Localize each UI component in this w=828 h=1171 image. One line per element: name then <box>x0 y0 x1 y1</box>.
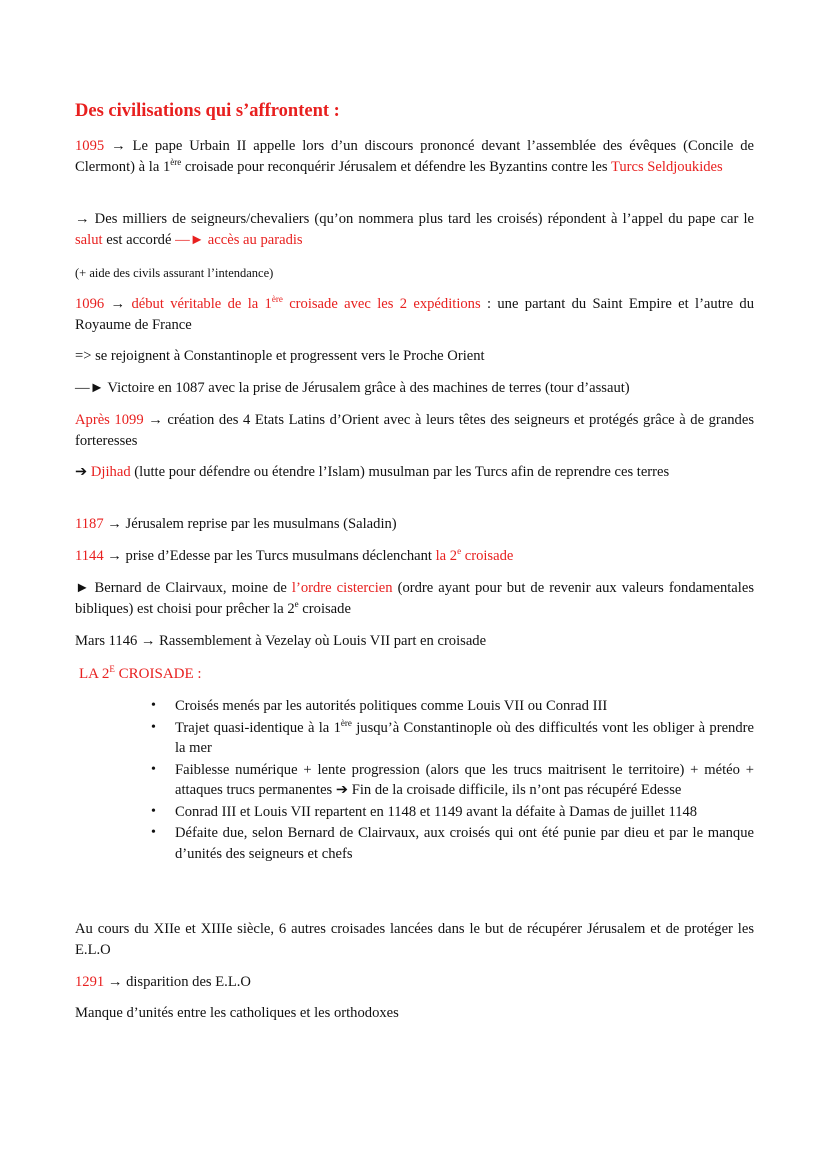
paragraph-apres-1099: Après 1099 → création des 4 Etats Latins d’Orient avec à leurs têtes des seigneurs et protégés grâce à de grandes forteresses <box>75 412 754 449</box>
list-item: • Conrad III et Louis VII repartent en 1148 et 1149 avant la défaite à Damas de juillet 1148 <box>175 802 754 823</box>
paragraph-constantinople: => se rejoignent à Constantinople et progressent vers le Proche Orient <box>75 348 485 364</box>
list-item: • Faiblesse numérique + lente progression (alors que les trucs maitrisent le territoire) + météo + attaques trucs permanentes ➔ Fin de la croisade difficile, ils n’ont pas récupéré Edesse <box>175 760 754 801</box>
section-title: Des civilisations qui s’affrontent : <box>75 101 340 121</box>
turcs-seldjoukides: Turcs Seldjoukides <box>610 158 723 175</box>
paragraph-xiie-xiiie: Au cours du XIIe et XIIIe siècle, 6 autres croisades lancées dans le but de récupérer Jérusalem et de protéger les E.L.O <box>75 921 754 958</box>
paragraph-1096: 1096 → début véritable de la 1ère croisade avec les 2 expéditions : une partant du Saint Empire et l’autre du Royaume de France <box>75 294 755 333</box>
paragraph-1095: 1095 → Le pape Urbain II appelle lors d’un discours prononcé devant l’assemblée des évêques (Concile de Clermont) à la 1ère croisade pour reconquérir Jérusalem et défendre les Byzantins contre les Turcs Seldjoukides <box>75 138 755 175</box>
paragraph-civils: (+ aide des civils assurant l’intendance) <box>75 266 274 280</box>
paragraph-mars-1146: Mars 1146 → Rassemblement à Vezelay où Louis VII part en croisade <box>75 633 487 649</box>
paragraph-djihad: ➔ Djihad (lutte pour défendre ou étendre l’Islam) musulman par les Turcs afin de reprendre ces terres <box>75 464 670 480</box>
heading-2e-croisade: LA $2^E$ CROISADE : <box>79 664 202 682</box>
list-item: • Trajet quasi-identique à la 1ère jusqu’à Constantinople où des difficultés vont les obliger à prendre la mer <box>175 718 754 759</box>
paragraph-seigneurs: → Des milliers de seigneurs/chevaliers (qu’on nommera plus tard les croisés) répondent à l’appel du pape car le salut est accordé —► accès au paradis <box>75 211 754 248</box>
date-1095: 1095 <box>75 138 105 154</box>
list-item: • Défaite due, selon Bernard de Clairvaux, aux croisés qui ont été punie par dieu et par le manque d’unités des seigneurs et chefs <box>175 823 754 864</box>
paragraph-bernard: ► Bernard de Clairvaux, moine de l’ordre cistercien (ordre ayant pour but de revenir aux valeurs fondamentales bibliques) est choisi pour prêcher la 2e croisade <box>75 580 754 617</box>
paragraph-manque-unites: Manque d’unités entre les catholiques et les orthodoxes <box>75 1005 399 1021</box>
paragraph-1187: 1187 → Jérusalem reprise par les musulmans (Saladin) <box>75 516 397 532</box>
paragraph-victoire: —► Victoire en 1087 avec la prise de Jérusalem grâce à des machines de terres (tour d’assaut) <box>75 380 630 396</box>
paragraph-1291: 1291 → disparition des E.L.O <box>75 974 251 990</box>
croisade-bullet-list <box>175 696 754 865</box>
list-item: • Croisés menés par les autorités politiques comme Louis VII ou Conrad III <box>175 696 754 717</box>
paragraph-1144: 1144 → prise d’Edesse par les Turcs musulmans déclenchant la 2e croisade <box>75 546 514 564</box>
